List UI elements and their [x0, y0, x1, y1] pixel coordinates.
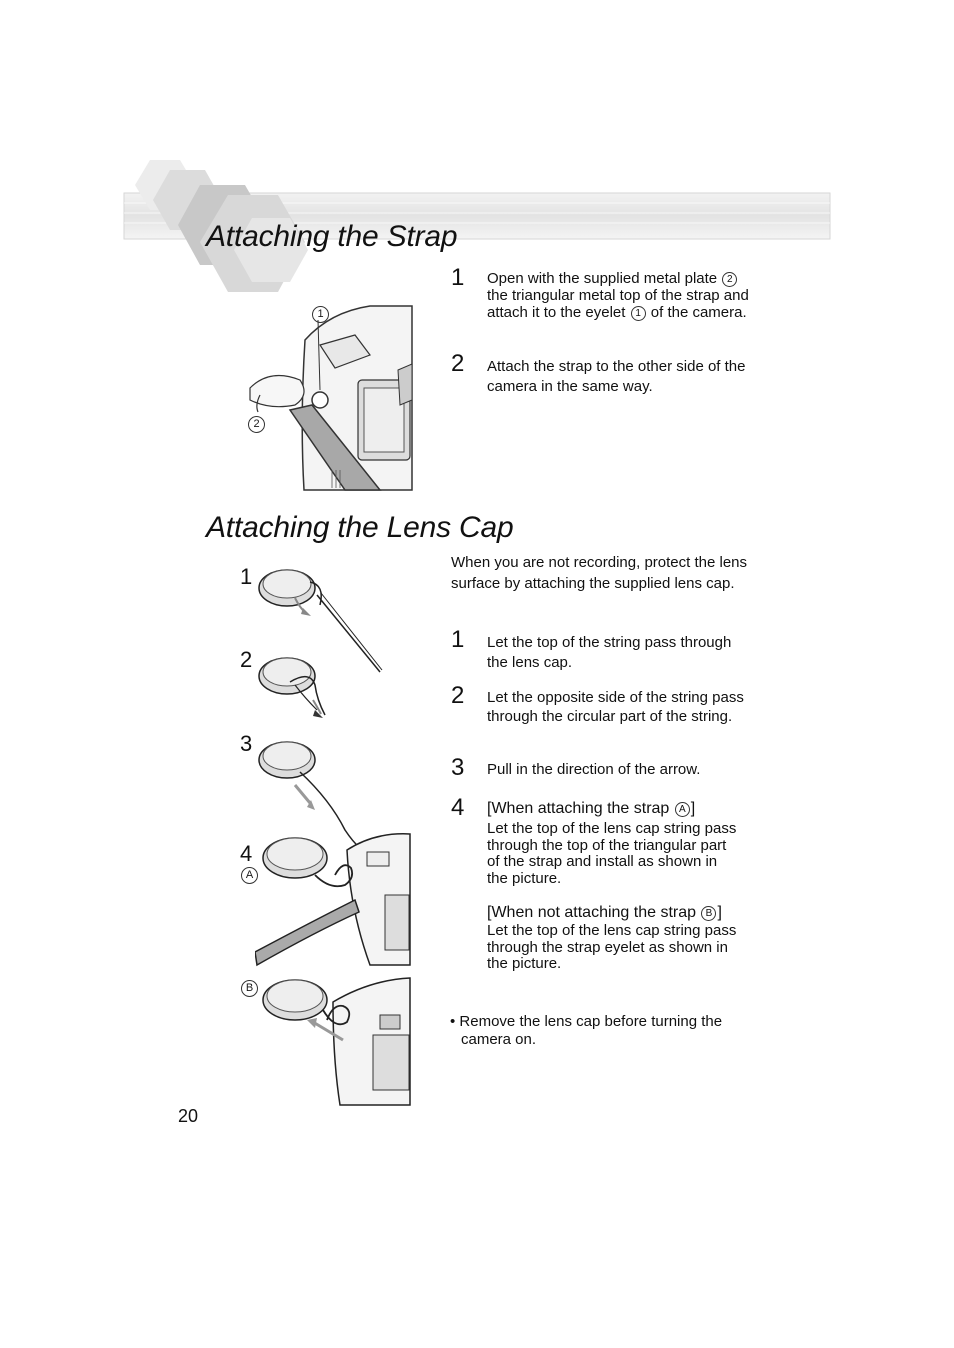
- strap-step-2-number: 2: [451, 350, 465, 377]
- header-banner: [0, 0, 954, 320]
- ref-circle-b: B: [701, 906, 716, 921]
- ref-circle-2: 2: [722, 272, 737, 287]
- page-number: 20: [178, 1106, 199, 1126]
- lens-cap-fig-1: [259, 570, 382, 672]
- figure-label-1: 1: [240, 564, 253, 589]
- lens-cap-fig-3: [259, 742, 360, 848]
- lens-cap-step-2-number: 2: [451, 682, 465, 709]
- lens-cap-step-4-text-a: Let the top of the lens cap string pass through the top of the triangular part of the strap and install as shown in the picture.: [487, 820, 737, 887]
- lens-cap-intro: When you are not recording, protect the lens surface by attaching the supplied lens cap.: [451, 554, 748, 592]
- figure-label-b: B: [240, 979, 259, 997]
- figure-label-4: 4: [240, 841, 253, 866]
- strap-step-2-text: Attach the strap to the other side of the camera in the same way.: [487, 358, 746, 395]
- lens-cap-step-3-text: Pull in the direction of the arrow.: [487, 761, 701, 778]
- ref-circle-a: A: [675, 802, 690, 817]
- lens-cap-step-4-heading-a: [When attaching the strap A ]: [487, 800, 696, 817]
- lens-cap-step-1-number: 1: [451, 626, 465, 653]
- strap-callout-2: 2: [247, 415, 266, 433]
- strap-step-1-text: Open with the supplied metal plate 2 the triangular metal top of the strap and attach it to the eyelet 1 of the camera.: [487, 270, 749, 321]
- lens-cap-section-title: Attaching the Lens Cap: [206, 511, 514, 544]
- lens-cap-step-4-heading-b: [When not attaching the strap B ]: [487, 904, 722, 921]
- strap-illustration: [240, 300, 415, 492]
- lens-cap-step-4-number: 4: [451, 794, 465, 821]
- strap-callout-1: 1: [311, 305, 330, 323]
- lens-cap-step-1-text: Let the top of the string pass through the lens cap.: [487, 634, 732, 671]
- lens-cap-step-4-text-b: Let the top of the lens cap string pass through the strap eyelet as shown in the picture.: [487, 922, 737, 972]
- lens-cap-fig-4a: [255, 834, 410, 965]
- ref-circle-1: 1: [631, 306, 646, 321]
- strap-section-title: Attaching the Strap: [206, 220, 458, 253]
- figure-label-3: 3: [240, 731, 253, 756]
- lens-cap-step-2-text: Let the opposite side of the string pass through the circular part of the string.: [487, 689, 744, 725]
- strap-step-1-number: 1: [451, 264, 465, 291]
- lens-cap-note: • Remove the lens cap before turning the camera on.: [450, 1013, 723, 1048]
- lens-cap-step-3-number: 3: [451, 754, 465, 781]
- figure-label-2: 2: [240, 647, 253, 672]
- lens-cap-fig-4b: [263, 978, 410, 1105]
- lens-cap-illustrations: [255, 560, 415, 1110]
- figure-label-a: A: [240, 866, 259, 884]
- lens-cap-fig-2: [259, 658, 325, 718]
